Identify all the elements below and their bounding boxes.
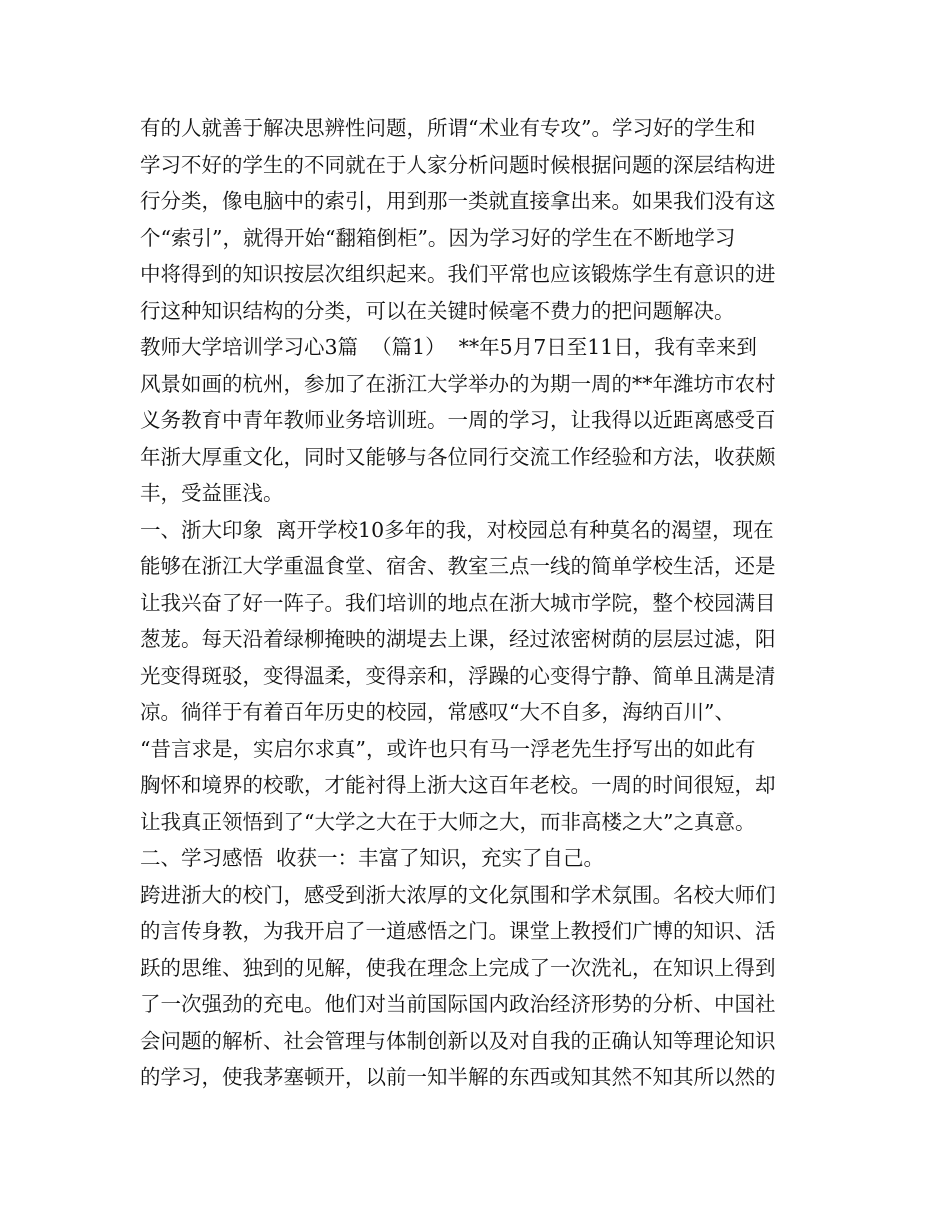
text-line: 行分类，像电脑中的索引，用到那一类就直接拿出来。如果我们没有这 bbox=[140, 189, 776, 213]
document-body bbox=[140, 110, 820, 1096]
text-line: 跃的思维、独到的见解，使我在理念上完成了一次洗礼，在知识上得到 bbox=[140, 955, 776, 980]
text-line: 年浙大厚重文化，同时又能够与各位同行交流工作经验和方法，收获颇 bbox=[140, 444, 776, 469]
text-line: 跨进浙大的校门，感受到浙大浓厚的文化氛围和学术氛围。名校大师们 bbox=[140, 882, 776, 907]
section-heading-line: 二、学习感悟 收获一：丰富了知识，充实了自己。 bbox=[140, 846, 605, 870]
text-line: 丰，受益匪浅。 bbox=[140, 481, 284, 505]
section-heading-line: 教师大学培训学习心3篇 （篇1） **年5月7日至11日，我有幸来到 bbox=[140, 335, 757, 359]
text-line: “昔言求是，实启尔求真”，或许也只有马一浮老先生抒写出的如此有 bbox=[140, 736, 756, 761]
text-line: 个“索引”，就得开始“翻箱倒柜”。因为学习好的学生在不断地学习 bbox=[140, 225, 736, 250]
text-line: 了一次强劲的充电。他们对当前国际国内政治经济形势的分析、中国社 bbox=[140, 992, 776, 1016]
text-line: 让我真正领悟到了“大学之大在于大师之大，而非高楼之大”之真意。 bbox=[140, 809, 756, 834]
text-line: 会问题的解析、社会管理与体制创新以及对自我的正确认知等理论知识 bbox=[140, 1028, 776, 1053]
text-line: 葱茏。每天沿着绿柳掩映的湖堤去上课，经过浓密树荫的层层过滤，阳 bbox=[140, 627, 776, 651]
text-line: 能够在浙江大学重温食堂、宿舍、教室三点一线的简单学校生活，还是 bbox=[140, 554, 776, 578]
text-line: 的言传身教，为我开启了一道感悟之门。课堂上教授们广博的知识、活 bbox=[140, 919, 776, 943]
text-line: 光变得斑驳，变得温柔，变得亲和，浮躁的心变得宁静、简单且满是清 bbox=[140, 663, 776, 688]
text-line: 胸怀和境界的校歌，才能衬得上浙大这百年老校。一周的时间很短，却 bbox=[140, 773, 776, 797]
text-line: 风景如画的杭州，参加了在浙江大学举办的为期一周的**年潍坊市农村 bbox=[140, 371, 776, 396]
section-heading-line: 一、浙大印象 离开学校10多年的我，对校园总有种莫名的渴望，现在 bbox=[140, 517, 774, 542]
text-line: 学习不好的学生的不同就在于人家分析问题时候根据问题的深层结构进 bbox=[140, 152, 776, 177]
text-line: 义务教育中青年教师业务培训班。一周的学习，让我得以近距离感受百 bbox=[140, 408, 776, 432]
text-line: 中将得到的知识按层次组织起来。我们平常也应该锻炼学生有意识的进 bbox=[140, 262, 776, 286]
text-line: 有的人就善于解决思辨性问题，所谓“术业有专攻”。学习好的学生和 bbox=[140, 116, 756, 140]
text-line: 让我兴奋了好一阵子。我们培训的地点在浙大城市学院，整个校园满目 bbox=[140, 590, 776, 615]
text-line: 行这种知识结构的分类，可以在关键时候毫不费力的把问题解决。 bbox=[140, 298, 735, 323]
text-line: 凉。徜徉于有着百年历史的校园，常感叹“大不自多，海纳百川”、 bbox=[140, 700, 735, 724]
text-line: 的学习，使我茅塞顿开，以前一知半解的东西或知其然不知其所以然的 bbox=[140, 1065, 776, 1089]
